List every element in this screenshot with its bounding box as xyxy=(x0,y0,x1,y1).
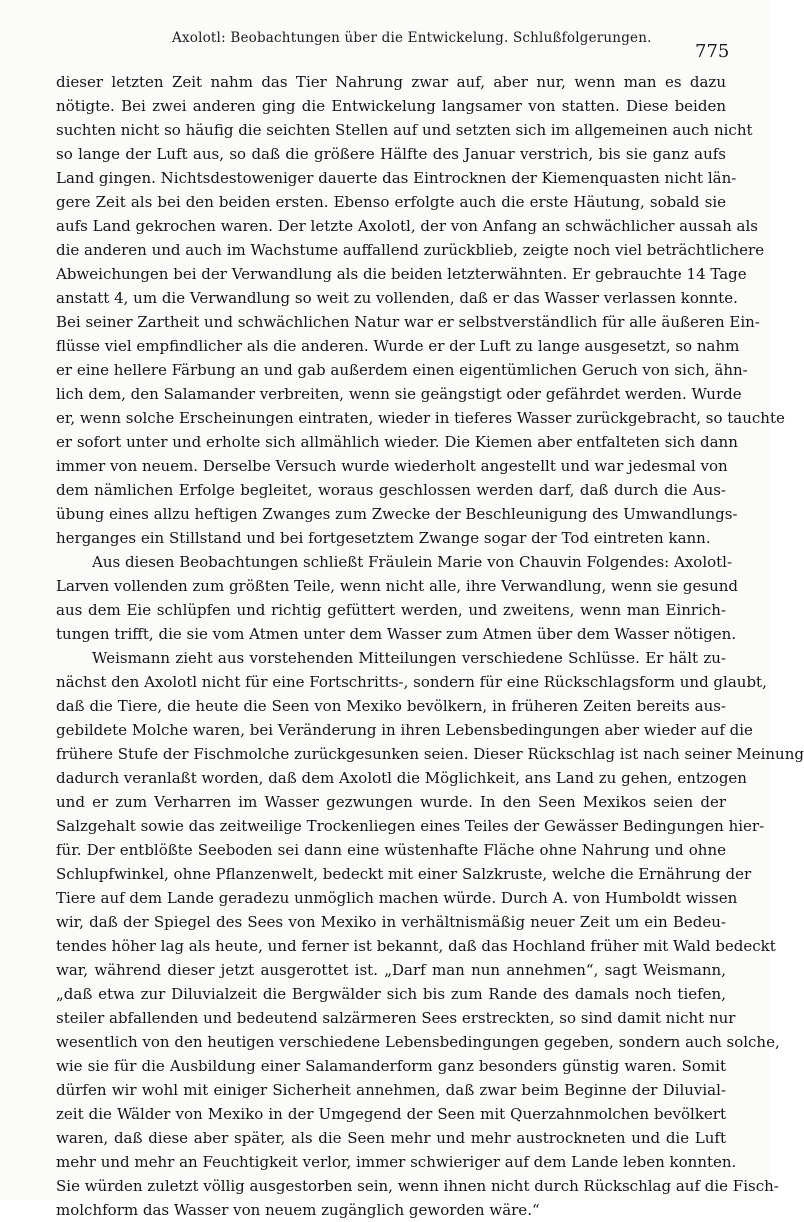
text-line: dadurch veranlaßt worden, daß dem Axolotl die Möglichkeit, ans Land zu gehen, entzogen xyxy=(56,769,747,787)
text-line: nötigte. Bei zwei anderen ging die Entwickelung langsamer von statten. Diese beiden xyxy=(56,97,726,115)
text-line: Land gingen. Nichtsdestoweniger dauerte das Eintrocknen der Kiemenquasten nicht län- xyxy=(56,169,737,187)
text-line: nächst den Axolotl nicht für eine Fortschritts-, sondern für eine Rückschlagsform und glaubt, xyxy=(56,673,767,691)
text-line: tungen trifft, die sie vom Atmen unter dem Wasser zum Atmen über dem Wasser nötigen. xyxy=(56,625,737,643)
text-line: Abweichungen bei der Verwandlung als die beiden letzterwähnten. Er gebrauchte 14 Tage xyxy=(56,265,747,283)
text-line: war, während dieser jetzt ausgerottet ist. „Darf man nun annehmen“, sagt Weismann, xyxy=(56,961,726,979)
text-line: Schlupfwinkel, ohne Pflanzenwelt, bedeckt mit einer Salzkruste, welche die Ernährung der xyxy=(56,865,752,883)
text-line: und er zum Verharren im Wasser gezwungen wurde. In den Seen Mexikos seien der xyxy=(56,793,726,811)
text-line: so lange der Luft aus, so daß die größere Hälfte des Januar verstrich, bis sie ganz aufs xyxy=(56,145,726,163)
text-line: aufs Land gekrochen waren. Der letzte Axolotl, der von Anfang an schwächlicher aussah als xyxy=(56,217,758,235)
text-line: suchten nicht so häufig die seichten Stellen auf und setzten sich im allgemeinen auch nicht xyxy=(56,121,753,139)
text-line: wir, daß der Spiegel des Sees von Mexiko in verhältnismäßig neuer Zeit um ein Bedeu- xyxy=(56,913,726,931)
text-line: steiler abfallenden und bedeutend salzärmeren Sees erstreckten, so sind damit nicht nur xyxy=(56,1009,736,1027)
text-line: anstatt 4, um die Verwandlung so weit zu vollenden, daß er das Wasser verlassen konnte. xyxy=(56,289,738,307)
text-line: Salzgehalt sowie das zeitweilige Trockenliegen eines Teiles der Gewässer Bedingungen hier- xyxy=(56,817,765,835)
text-line: gere Zeit als bei den beiden ersten. Ebenso erfolgte auch die erste Häutung, sobald sie xyxy=(56,193,726,211)
body-text xyxy=(56,70,804,1222)
text-line: wie sie für die Ausbildung einer Salamanderform ganz besonders günstig waren. Somit xyxy=(56,1057,726,1075)
text-line: frühere Stufe der Fischmolche zurückgesunken seien. Dieser Rückschlag ist nach seiner Meinung xyxy=(56,745,804,763)
text-line: waren, daß diese aber später, als die Seen mehr und mehr austrockneten und die Luft xyxy=(56,1129,726,1147)
text-line: aus dem Eie schlüpfen und richtig gefüttert werden, und zweitens, wenn man Einrich- xyxy=(56,601,726,619)
text-line: herganges ein Stillstand und bei fortgesetztem Zwange sogar der Tod eintreten kann. xyxy=(56,529,711,547)
text-line: dürfen wir wohl mit einiger Sicherheit annehmen, daß zwar beim Beginne der Diluvial- xyxy=(56,1081,726,1099)
text-line: er, wenn solche Erscheinungen eintraten, wieder in tieferes Wasser zurückgebracht, so tauchte xyxy=(56,409,785,427)
text-line: gebildete Molche waren, bei Veränderung in ihren Lebensbedingungen aber wieder auf die xyxy=(56,721,753,739)
text-line: Weismann zieht aus vorstehenden Mitteilungen verschiedene Schlüsse. Er hält zu- xyxy=(92,649,726,667)
text-line: daß die Tiere, die heute die Seen von Mexiko bevölkern, in früheren Zeiten bereits aus- xyxy=(56,697,726,715)
text-line: Larven vollenden zum größten Teile, wenn nicht alle, ihre Verwandlung, wenn sie gesund xyxy=(56,577,739,595)
page-number: 775 xyxy=(695,41,730,62)
text-line: flüsse viel empfindlicher als die anderen. Wurde er der Luft zu lange ausgesetzt, so nahm xyxy=(56,337,740,355)
text-line: für. Der entblößte Seeboden sei dann eine wüstenhafte Fläche ohne Nahrung und ohne xyxy=(56,841,726,859)
text-line: lich dem, den Salamander verbreiten, wenn sie geängstigt oder gefährdet werden. Wurde xyxy=(56,385,742,403)
text-line: die anderen und auch im Wachstume auffallend zurückblieb, zeigte noch viel beträchtlichere xyxy=(56,241,765,259)
text-line: er sofort unter und erholte sich allmählich wieder. Die Kiemen aber entfalteten sich dann xyxy=(56,433,738,451)
text-line: wesentlich von den heutigen verschiedene Lebensbedingungen gegeben, sondern auch solche, xyxy=(56,1033,780,1051)
text-line: Aus diesen Beobachtungen schließt Fräulein Marie von Chauvin Folgendes: Axolotl- xyxy=(92,553,733,571)
text-line: zeit die Wälder von Mexiko in der Umgegend der Seen mit Querzahnmolchen bevölkert xyxy=(56,1105,726,1123)
text-line: mehr und mehr an Feuchtigkeit verlor, immer schwieriger auf dem Lande leben konnten. xyxy=(56,1153,737,1171)
text-line: Tiere auf dem Lande geradezu unmöglich machen würde. Durch A. von Humboldt wissen xyxy=(56,889,738,907)
text-line: er eine hellere Färbung an und gab außerdem einen eigentümlichen Geruch von sich, ähn- xyxy=(56,361,748,379)
text-line: tendes höher lag als heute, und ferner ist bekannt, daß das Hochland früher mit Wald bedeckt xyxy=(56,937,776,955)
text-line: Sie würden zuletzt völlig ausgestorben sein, wenn ihnen nicht durch Rückschlag auf die Fisch- xyxy=(56,1177,779,1195)
text-line: „daß etwa zur Diluvialzeit die Bergwälder sich bis zum Rande des damals noch tiefen, xyxy=(56,985,726,1003)
running-head: Axolotl: Beobachtungen über die Entwickelung. Schlußfolgerungen. xyxy=(172,30,652,46)
text-line: übung eines allzu heftigen Zwanges zum Zwecke der Beschleunigung des Umwandlungs- xyxy=(56,505,738,523)
text-line: dieser letzten Zeit nahm das Tier Nahrung zwar auf, aber nur, wenn man es dazu xyxy=(56,73,726,91)
text-line: dem nämlichen Erfolge begleitet, woraus geschlossen werden darf, daß durch die Aus- xyxy=(56,481,726,499)
text-line: molchform das Wasser von neuem zugänglich geworden wäre.“ xyxy=(56,1201,540,1219)
text-line: immer von neuem. Derselbe Versuch wurde wiederholt angestellt und war jedesmal von xyxy=(56,457,728,475)
text-line: Bei seiner Zartheit und schwächlichen Natur war er selbstverständlich für alle äußeren Ein- xyxy=(56,313,760,331)
